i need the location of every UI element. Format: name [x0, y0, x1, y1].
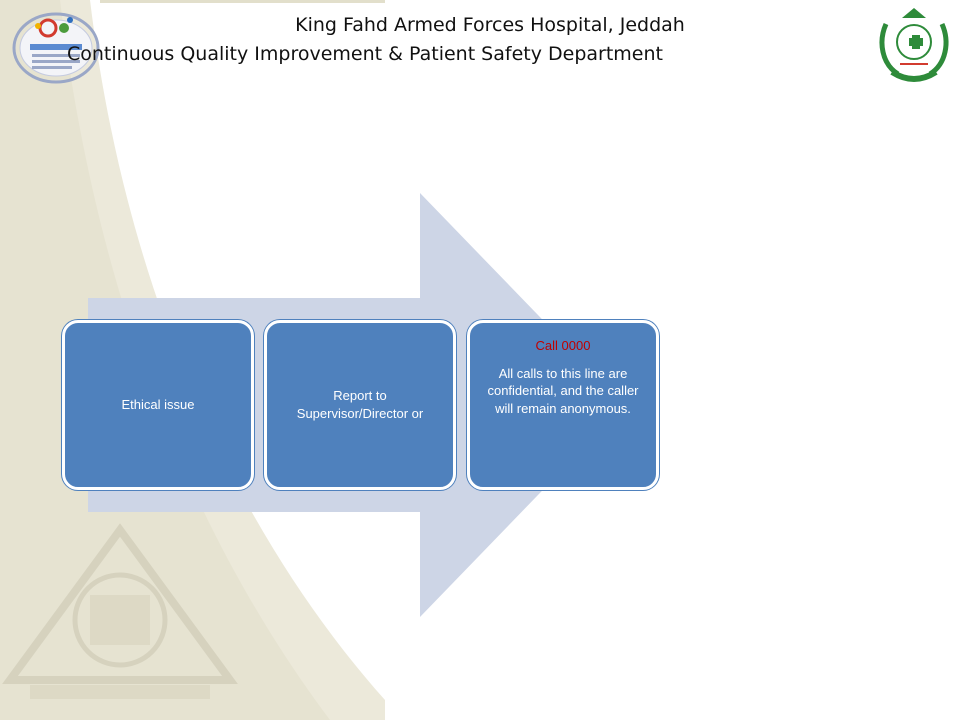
step-report-to-supervisor [264, 320, 456, 490]
hospital-name-title: King Fahd Armed Forces Hospital, Jeddah [295, 14, 685, 36]
step-label: Ethical issue [121, 397, 195, 413]
department-name-title: Continuous Quality Improvement & Patient Safety Department [67, 43, 663, 65]
step-label: All calls to this line are confidential, and the caller will remain anonymous. [487, 365, 639, 416]
step-ethical-issue [62, 320, 254, 490]
step-call-hotline [467, 320, 659, 490]
hotline-number: Call 0000 [535, 338, 591, 353]
step-label: Report to Supervisor/Director or [296, 388, 424, 421]
